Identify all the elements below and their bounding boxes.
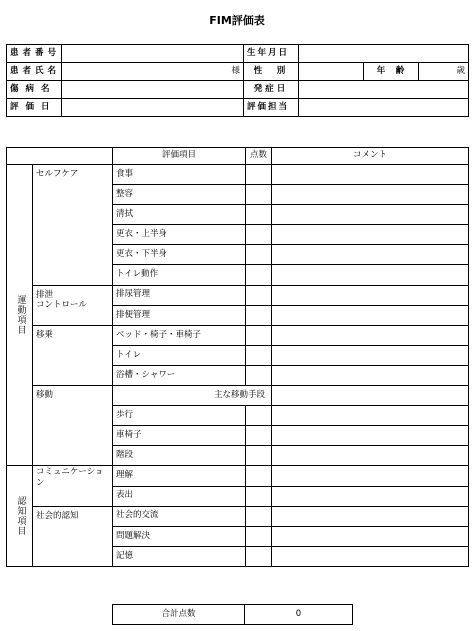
category-communication: コミュニケーション — [33, 466, 113, 506]
comment-cell[interactable] — [272, 205, 469, 225]
item-comprehension: 理解 — [113, 466, 246, 486]
honorific-suffix: 様 — [231, 65, 240, 76]
patient-name-field[interactable] — [62, 63, 244, 81]
onset-date-field[interactable] — [299, 81, 469, 99]
header-item: 評価項目 — [113, 148, 246, 165]
total-value: 0 — [245, 605, 353, 625]
item-wheelchair: 車椅子 — [113, 426, 246, 446]
item-bladder: 排尿管理 — [113, 285, 246, 305]
item-tub-shower: 浴槽・シャワー — [113, 365, 246, 385]
score-cell[interactable] — [246, 365, 272, 385]
comment-cell[interactable] — [272, 506, 469, 526]
item-expression: 表出 — [113, 486, 246, 506]
header-score: 点数 — [246, 148, 272, 165]
item-eating: 食事 — [113, 165, 246, 185]
score-cell[interactable] — [246, 506, 272, 526]
table-row — [7, 386, 469, 406]
category-transfer: 移乗 — [33, 325, 113, 385]
sex-field[interactable] — [299, 63, 364, 81]
patient-row-3 — [7, 81, 469, 99]
comment-cell[interactable] — [272, 225, 469, 245]
category-excretion: 排泄 コントロール — [33, 285, 113, 325]
comment-cell[interactable] — [272, 185, 469, 205]
item-toilet-transfer: トイレ — [113, 345, 246, 365]
evaluator-label: 評価担当 — [244, 99, 299, 117]
item-memory: 記憶 — [113, 546, 246, 566]
score-cell[interactable] — [246, 225, 272, 245]
comment-cell[interactable] — [272, 426, 469, 446]
score-cell[interactable] — [246, 245, 272, 265]
eval-date-label: 評価日 — [7, 99, 62, 117]
score-cell[interactable] — [246, 486, 272, 506]
total-row — [113, 605, 353, 625]
item-dressing-lower: 更衣・下半身 — [113, 245, 246, 265]
item-dressing-upper: 更衣・上半身 — [113, 225, 246, 245]
comment-cell[interactable] — [272, 406, 469, 426]
score-cell[interactable] — [246, 466, 272, 486]
item-bowel: 排便管理 — [113, 305, 246, 325]
item-social-interaction: 社会的交流 — [113, 506, 246, 526]
comment-cell[interactable] — [272, 265, 469, 285]
group-cognitive-label: 認知項目 — [7, 466, 33, 566]
score-cell[interactable] — [246, 446, 272, 466]
comment-cell[interactable] — [272, 245, 469, 265]
comment-cell[interactable] — [272, 466, 469, 486]
age-unit: 歳 — [456, 65, 466, 76]
score-cell[interactable] — [246, 526, 272, 546]
disease-field[interactable] — [62, 81, 244, 99]
score-cell[interactable] — [246, 265, 272, 285]
main-mode-cell[interactable] — [272, 386, 469, 406]
sex-label: 性 別 — [244, 63, 299, 81]
patient-id-field[interactable] — [62, 45, 244, 63]
disease-label: 傷病名 — [7, 81, 62, 99]
fim-evaluation-table — [6, 147, 469, 567]
patient-row-2 — [7, 63, 469, 81]
comment-cell[interactable] — [272, 486, 469, 506]
score-cell[interactable] — [246, 165, 272, 185]
evaluator-field[interactable] — [299, 99, 469, 117]
comment-cell[interactable] — [272, 526, 469, 546]
birth-date-field[interactable] — [299, 45, 469, 63]
category-social-cognition: 社会的認知 — [33, 506, 113, 566]
patient-row-4 — [7, 99, 469, 117]
total-score-table — [112, 604, 353, 625]
comment-cell[interactable] — [272, 345, 469, 365]
comment-cell[interactable] — [272, 446, 469, 466]
table-header-row — [7, 148, 469, 165]
score-cell[interactable] — [246, 285, 272, 305]
score-cell[interactable] — [246, 345, 272, 365]
item-grooming: 整容 — [113, 185, 246, 205]
comment-cell[interactable] — [272, 365, 469, 385]
score-cell[interactable] — [246, 546, 272, 566]
comment-cell[interactable] — [272, 305, 469, 325]
score-cell[interactable] — [246, 426, 272, 446]
patient-id-label: 患者番号 — [7, 45, 62, 63]
item-stairs: 階段 — [113, 446, 246, 466]
patient-info-table — [6, 44, 469, 117]
item-main-locomotion-mode: 主な移動手段 — [113, 386, 272, 406]
item-bathing: 清拭 — [113, 205, 246, 225]
table-row — [7, 285, 469, 305]
total-label: 合計点数 — [113, 605, 245, 625]
item-problem-solving: 問題解決 — [113, 526, 246, 546]
table-row — [7, 325, 469, 345]
age-field[interactable] — [419, 63, 469, 81]
score-cell[interactable] — [246, 205, 272, 225]
item-toileting: トイレ動作 — [113, 265, 246, 285]
score-cell[interactable] — [246, 185, 272, 205]
score-cell[interactable] — [246, 305, 272, 325]
birth-date-label: 生年月日 — [244, 45, 299, 63]
comment-cell[interactable] — [272, 285, 469, 305]
score-cell[interactable] — [246, 325, 272, 345]
comment-cell[interactable] — [272, 165, 469, 185]
score-cell[interactable] — [246, 406, 272, 426]
table-row — [7, 165, 469, 185]
age-label: 年 齢 — [364, 63, 419, 81]
group-motor-label: 運動項目 — [7, 165, 33, 466]
category-selfcare: セルフケア — [33, 165, 113, 286]
page-title: FIM評価表 — [209, 14, 265, 27]
table-row — [7, 466, 469, 486]
item-walk: 歩行 — [113, 406, 246, 426]
table-row — [7, 506, 469, 526]
patient-name-label: 患者氏名 — [7, 63, 62, 81]
comment-cell[interactable] — [272, 546, 469, 566]
patient-row-1 — [7, 45, 469, 63]
category-locomotion: 移動 — [33, 386, 113, 466]
header-comment: コメント — [272, 148, 469, 165]
comment-cell[interactable] — [272, 325, 469, 345]
header-blank — [7, 148, 113, 165]
eval-date-field[interactable] — [62, 99, 244, 117]
item-bed-chair-wheelchair: ベッド・椅子・車椅子 — [113, 325, 246, 345]
onset-date-label: 発症日 — [244, 81, 299, 99]
